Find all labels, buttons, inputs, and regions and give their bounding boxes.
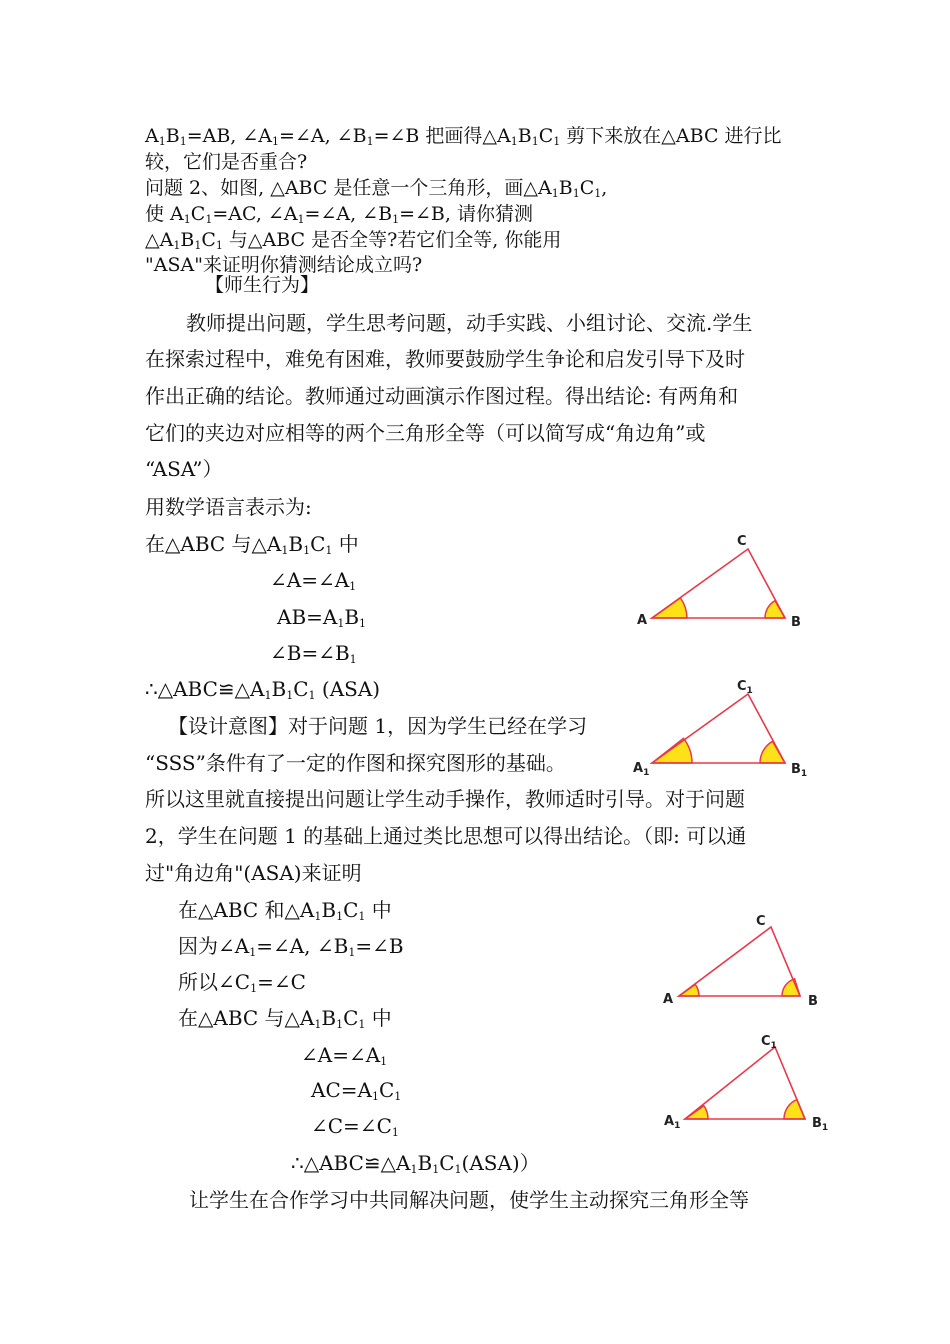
proof2-line-3: 所以$\angle C_1=\angle C$ xyxy=(178,970,306,995)
text-line-3: 问题 2、如图, △ABC 是任意一个三角形，画$\triangle A_1B_1C_1$, xyxy=(145,177,608,200)
text-line-4: 使 $A_1C_1=AC$, $\angle A_1=\angle A$, $\angle B_1=\angle B$, 请你猜测 xyxy=(145,203,533,226)
vertex-label-a1: $A_1$ xyxy=(664,1114,681,1131)
text-line-6: "ASA"来证明你猜测结论成立吗? xyxy=(145,254,423,276)
design-line-3: 所以这里就直接提出问题让学生动手操作，教师适时引导。对于问题 xyxy=(145,787,745,811)
proof1-line-5: $\therefore\triangle ABC≌\triangle A_1B_1C_1$ (ASA) xyxy=(145,677,381,702)
proof2-line-4: 在△ABC 与$\triangle A_1B_1C_1$ 中 xyxy=(178,1006,392,1031)
proof2-line-5: $\angle A=\angle A_1$ xyxy=(301,1043,388,1068)
vertex-label-b1: $B_1$ xyxy=(791,762,808,779)
para-line-3: 作出正确的结论。教师通过动画演示作图过程。得出结论: 有两角和 xyxy=(145,384,739,408)
vertex-label-a: A xyxy=(663,992,674,1007)
vertex-label-a: A xyxy=(637,613,648,628)
triangle-a1b1c1-figure-1 xyxy=(630,675,815,780)
vertex-label-c: C xyxy=(737,534,747,549)
para-line-5: “ASA”） xyxy=(145,457,223,481)
triangle-abc-figure-1 xyxy=(630,530,810,630)
proof1-line-4: $\angle B=\angle B_1$ xyxy=(270,641,357,666)
triangle-abc-figure-2 xyxy=(655,905,825,1010)
vertex-label-a1: $A_1$ xyxy=(633,761,650,778)
closing-line: 让学生在合作学习中共同解决问题，使学生主动探究三角形全等 xyxy=(189,1188,749,1212)
proof1-line-3: $AB=A_1B_1$ xyxy=(277,605,367,630)
text-line-2: 较，它们是否重合? xyxy=(145,151,308,173)
vertex-label-c1: $C_1$ xyxy=(737,679,753,696)
triangle-a1b1c1-figure-2 xyxy=(655,1030,840,1140)
para-line-6: 用数学语言表示为: xyxy=(145,495,312,519)
text-line-5: $\triangle A_1B_1C_1$ 与△ABC 是否全等?若它们全等, 你能用 xyxy=(145,229,562,252)
design-line-4: 2，学生在问题 1 的基础上通过类比思想可以得出结论。（即: 可以通 xyxy=(145,824,747,848)
vertex-label-c: C xyxy=(756,914,766,929)
para-line-4: 它们的夹边对应相等的两个三角形全等（可以简写成“角边角”或 xyxy=(145,421,706,445)
design-line-5: 过"角边角"(ASA)来证明 xyxy=(145,861,362,885)
text-line-1: $A_1B_1=AB$, $\angle A_1=\angle A$, $\angle B_1=\angle B$ 把画得$\triangle A_1B_1C_1$ 剪下来放在△ABC 进行比 xyxy=(145,125,782,148)
design-line-2: “SSS”条件有了一定的作图和探究图形的基础。 xyxy=(145,751,566,775)
proof2-line-2: 因为$\angle A_1=\angle A$, $\angle B_1=\angle B$ xyxy=(178,934,404,959)
vertex-label-b: B xyxy=(791,615,801,630)
vertex-label-b1: $B_1$ xyxy=(812,1116,829,1133)
para-line-2: 在探索过程中，难免有困难，教师要鼓励学生争论和启发引导下及时 xyxy=(145,347,745,371)
section-heading-teacher-student: 【师生行为】 xyxy=(205,274,320,296)
vertex-label-c1: $C_1$ xyxy=(761,1034,777,1051)
proof2-line-7: $\angle C=\angle C_1$ xyxy=(311,1114,399,1139)
para-line-1: 教师提出问题，学生思考问题，动手实践、小组讨论、交流.学生 xyxy=(186,311,753,335)
proof2-line-8: $\therefore\triangle ABC≌\triangle A_1B_1C_1(ASA)$） xyxy=(291,1151,540,1176)
proof1-line-1: 在△ABC 与$\triangle A_1B_1C_1$ 中 xyxy=(145,532,359,557)
proof2-line-6: $AC=A_1C_1$ xyxy=(311,1078,402,1103)
proof1-line-2: $\angle A=\angle A_1$ xyxy=(270,568,357,593)
proof2-line-1: 在△ABC 和$\triangle A_1B_1C_1$ 中 xyxy=(178,898,392,923)
design-line-1: 【设计意图】对于问题 1，因为学生已经在学习 xyxy=(168,714,588,738)
vertex-label-b: B xyxy=(808,994,818,1009)
